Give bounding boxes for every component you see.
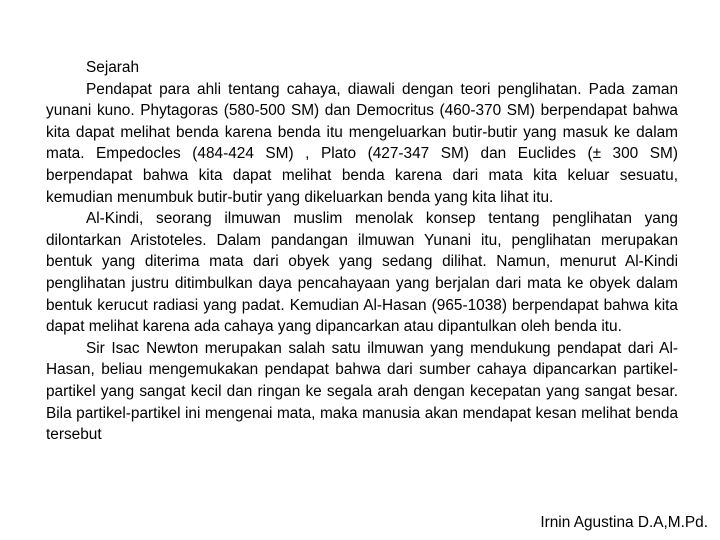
paragraph-al-kindi: Al-Kindi, seorang ilmuwan muslim menolak konsep tentang penglihatan yang dilontarkan Aristoteles. Dalam pandangan ilmuwan Yunani itu, penglihatan merupakan bentuk yang diterima mata dari obyek yang sedang dilihat. Namun, menurut Al-Kindi penglihatan justru ditimbulkan daya pencahayaan yang berjalan dari mata ke obyek dalam bentuk kerucut radiasi yang padat. Kemudian Al-Hasan (965-1038) berpendapat bahwa kita dapat melihat karena ada cahaya yang dipancarkan atau dipantulkan oleh benda itu. bbox=[46, 210, 678, 336]
paragraph-newton: Sir Isac Newton merupakan salah satu ilmuwan yang mendukung pendapat dari Al-Hasan, beliau mengemukakan pendapat bahwa dari sumber cahaya dipancarkan partikel-partikel yang sangat kecil dan ringan ke segala arah dengan kecepatan yang sangat besar. Bila partikel-partikel ini mengenai mata, maka manusia akan mendapat kesan melihat benda tersebut bbox=[46, 339, 678, 444]
section-heading: Sejarah bbox=[86, 59, 140, 76]
text-body bbox=[46, 57, 678, 446]
paragraph-early-theories: Pendapat para ahli tentang cahaya, diawali dengan teori penglihatan. Pada zaman yunani kuno. Phytagoras (580-500 SM) dan Democritus (460-370 SM) berpendapat bahwa kita dapat melihat benda karena benda itu mengeluarkan butir-butir yang masuk ke dalam mata. Empedocles (484-424 SM) , Plato (427-347 SM) dan Euclides (± 300 SM) berpendapat bahwa kita dapat melihat benda karena dari mata kita keluar sesuatu, kemudian menumbuk butir-butir yang dikeluarkan benda yang kita lihat itu. bbox=[46, 80, 678, 206]
author-name: Irnin Agustina D.A,M.Pd. bbox=[540, 514, 708, 531]
